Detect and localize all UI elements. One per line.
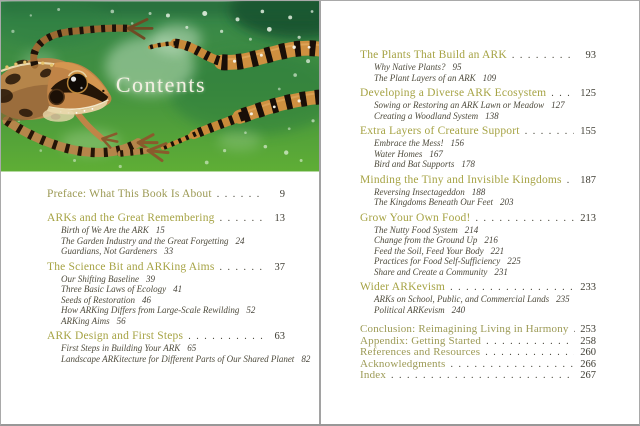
toc-subentry	[360, 225, 596, 236]
dot-leader	[391, 371, 574, 382]
dot-leader	[188, 330, 263, 343]
dot-leader	[567, 174, 574, 187]
toc-right-column	[360, 49, 596, 315]
toc-subentry-page: 216	[484, 235, 498, 245]
toc-subentry	[360, 256, 596, 267]
toc-section	[47, 330, 311, 364]
toc-section	[47, 261, 285, 327]
dot-leader	[512, 49, 574, 62]
toc-subentry-page: 225	[507, 256, 521, 266]
toc-entry-title: Index	[360, 369, 387, 381]
toc-subentry	[360, 149, 596, 160]
page-gutter-divider	[319, 0, 321, 426]
toc-subentry-page: 46	[142, 294, 151, 305]
toc-entry	[360, 359, 596, 371]
dot-leader	[551, 87, 574, 100]
toc-subentry-title: The Kingdoms Beneath Our Feet	[374, 197, 493, 207]
toc-subentry	[360, 62, 596, 73]
dot-leader	[486, 337, 574, 348]
toc-entry-title: Acknowledgments	[360, 357, 446, 370]
toc-entry-page: 93	[585, 50, 596, 61]
toc-subentry-title: The Plant Layers of an ARK	[374, 72, 476, 83]
toc-subentry	[47, 353, 311, 365]
dot-leader	[450, 281, 574, 294]
toc-subentry-page: 15	[155, 225, 165, 235]
toc-subentry-page: 231	[494, 266, 508, 277]
toc-subentry-page: 39	[146, 273, 155, 284]
toc-entry-page: 233	[580, 282, 596, 293]
toc-subentry-title: Practices for Food Self-Sufficiency	[374, 256, 501, 266]
toc-entry-page: 125	[580, 88, 596, 99]
toc-subentry-page: 178	[461, 159, 475, 169]
toc-subentry-title: Guardians, Not Gardeners	[61, 246, 158, 256]
toc-entry	[360, 125, 596, 138]
toc-subentry-page: 24	[235, 235, 245, 246]
toc-back-matter	[360, 324, 596, 382]
toc-subentry-page: 240	[451, 304, 466, 315]
contents-heading: Contents	[115, 72, 207, 97]
toc-subentry	[47, 316, 285, 327]
toc-subentry-page: 95	[452, 62, 462, 72]
toc-section	[360, 281, 596, 315]
toc-entry-title: Preface: What This Book Is About	[47, 188, 212, 200]
toc-entry-title: ARKs and the Great Remembering	[47, 212, 215, 224]
toc-subentry-page: 188	[471, 186, 486, 197]
toc-section	[360, 49, 596, 83]
toc-entry-page: 258	[580, 335, 596, 347]
toc-entry-page: 13	[274, 213, 285, 224]
toc-subentry-page: 127	[551, 100, 565, 110]
right-page	[360, 49, 596, 382]
toc-subentry	[360, 100, 596, 111]
toc-subentry	[47, 284, 285, 295]
toc-subentry-title: Feed the Soil, Feed Your Body	[374, 245, 484, 256]
toc-subentry-title: Our Shifting Baseline	[61, 273, 139, 284]
toc-entry-page: 63	[274, 331, 285, 342]
toc-subentry-page: 203	[499, 197, 514, 207]
toc-subentry	[360, 305, 596, 316]
toc-subentry	[47, 236, 285, 247]
toc-subentry-title: The Nutty Food System	[374, 224, 458, 235]
toc-subentry	[47, 246, 285, 257]
toc-entry-title: The Plants That Build an ARK	[360, 49, 507, 61]
dot-leader	[220, 212, 263, 225]
toc-entry-title: The Science Bit and ARKing Aims	[47, 260, 215, 273]
toc-subentry	[47, 343, 285, 354]
toc-subentry	[360, 294, 596, 305]
toc-entry	[47, 330, 285, 343]
toc-entry-title: Appendix: Getting Started	[360, 334, 482, 347]
toc-entry-page: 155	[580, 126, 596, 137]
toc-left-column	[47, 188, 311, 364]
toc-entry	[360, 212, 596, 225]
toc-subentry-page: 138	[485, 110, 499, 121]
toc-entry	[360, 87, 596, 100]
toc-subentry-page: 52	[246, 305, 256, 315]
toc-subentry-page: 235	[556, 294, 570, 304]
toc-subentry-title: Landscape ARKitecture for Different Parts of Our Shared Planet	[61, 353, 295, 364]
toc-subentry-title: Embrace the Mess!	[374, 138, 444, 148]
toc-subentry	[360, 267, 596, 278]
toc-entry	[47, 212, 285, 225]
toc-section	[360, 212, 596, 278]
toc-subentry	[360, 187, 596, 198]
dot-leader	[485, 348, 574, 359]
toc-subentry	[360, 235, 596, 246]
toc-entry	[360, 347, 596, 359]
dot-leader	[450, 360, 574, 371]
toc-subentry-page: 167	[429, 148, 443, 159]
toc-subentry-title: Sowing or Restoring an ARK Lawn or Meadow	[374, 100, 545, 110]
toc-entry-page: 213	[580, 212, 596, 224]
toc-entry	[360, 174, 596, 187]
toc-subentry	[360, 159, 596, 170]
toc-entry	[47, 188, 285, 201]
dot-leader	[217, 188, 263, 201]
toc-entry-title: Minding the Tiny and Invisible Kingdoms	[360, 173, 562, 186]
toc-section	[360, 324, 596, 336]
toc-subentry-page: 156	[450, 138, 464, 148]
toc-subentry-title: The Garden Industry and the Great Forgetting	[61, 235, 229, 246]
toc-subentry-title: ARKing Aims	[61, 315, 110, 326]
toc-subentry-title: Share and Create a Community	[374, 266, 488, 277]
toc-entry	[360, 324, 596, 336]
toc-subentry	[360, 73, 596, 84]
dot-leader	[476, 212, 574, 225]
toc-entry-title: Wider ARKevism	[360, 281, 446, 293]
toc-entry-page: 266	[580, 358, 596, 370]
toc-subentry-page: 65	[187, 343, 197, 353]
toc-entry-title: Developing a Diverse ARK Ecosystem	[360, 87, 547, 99]
toc-entry	[360, 370, 596, 382]
toc-section	[360, 347, 596, 359]
toc-subentry-title: Water Homes	[374, 148, 423, 159]
toc-section	[360, 370, 596, 382]
toc-subentry-title: How ARKing Differs from Large-Scale Rewilding	[61, 305, 240, 315]
toc-subentry-title: Birth of We Are the ARK	[61, 225, 149, 235]
toc-section	[360, 125, 596, 170]
toc-section	[360, 359, 596, 371]
toc-entry-page: 253	[580, 324, 596, 335]
toc-entry-title: ARK Design and First Steps	[47, 330, 184, 342]
toc-subentry-title: Political ARKevism	[374, 304, 445, 315]
toc-subentry	[360, 138, 596, 149]
toc-subentry-title: Reversing Insectageddon	[374, 186, 465, 197]
toc-entry-title: Conclusion: Reimagining Living in Harmony	[360, 323, 569, 335]
dot-leader	[525, 125, 574, 138]
toc-entry-title: References and Resources	[360, 346, 481, 358]
toc-subentry-title: Bird and Bat Supports	[374, 159, 455, 169]
left-page	[47, 188, 311, 364]
toc-subentry-page: 41	[173, 284, 183, 294]
toc-entry-title: Extra Layers of Creature Support	[360, 125, 520, 137]
toc-subentry-page: 221	[490, 245, 505, 256]
toc-subentry-page: 33	[164, 246, 174, 256]
toc-section	[47, 212, 285, 257]
toc-subentry-page: 82	[301, 353, 311, 364]
toc-entry-title: Grow Your Own Food!	[360, 211, 471, 224]
toc-entry-page: 260	[580, 347, 596, 358]
toc-subentry	[360, 197, 596, 208]
toc-entry-page: 187	[580, 174, 596, 186]
toc-subentry-title: First Steps in Building Your ARK	[61, 343, 181, 353]
toc-entry	[360, 49, 596, 62]
toc-subentry	[360, 246, 596, 257]
toc-subentry-title: Seeds of Restoration	[61, 294, 135, 305]
toc-entry-page: 37	[274, 261, 285, 273]
toc-subentry-title: Why Native Plants?	[374, 62, 446, 72]
toc-subentry-title: ARKs on School, Public, and Commercial Lands	[374, 294, 550, 304]
toc-subentry-page: 214	[464, 224, 479, 235]
toc-subentry-page: 109	[482, 72, 497, 83]
toc-subentry	[47, 274, 285, 285]
toc-entry	[360, 281, 596, 294]
toc-subentry	[47, 225, 285, 236]
toc-subentry	[47, 295, 285, 306]
toc-subentry-title: Change from the Ground Up	[374, 235, 478, 245]
toc-subentry-title: Three Basic Laws of Ecology	[61, 284, 167, 294]
toc-subentry-page: 56	[116, 315, 126, 326]
toc-subentry	[360, 111, 596, 122]
dot-leader	[220, 261, 263, 274]
toc-section	[47, 188, 285, 201]
toc-section	[360, 87, 596, 121]
toc-entry-page: 267	[580, 370, 596, 381]
toc-subentry-title: Creating a Woodland System	[374, 110, 479, 121]
toc-entry	[47, 261, 285, 274]
toc-entry-page: 9	[279, 189, 285, 200]
toc-subentry	[47, 305, 285, 316]
toc-section	[360, 174, 596, 208]
